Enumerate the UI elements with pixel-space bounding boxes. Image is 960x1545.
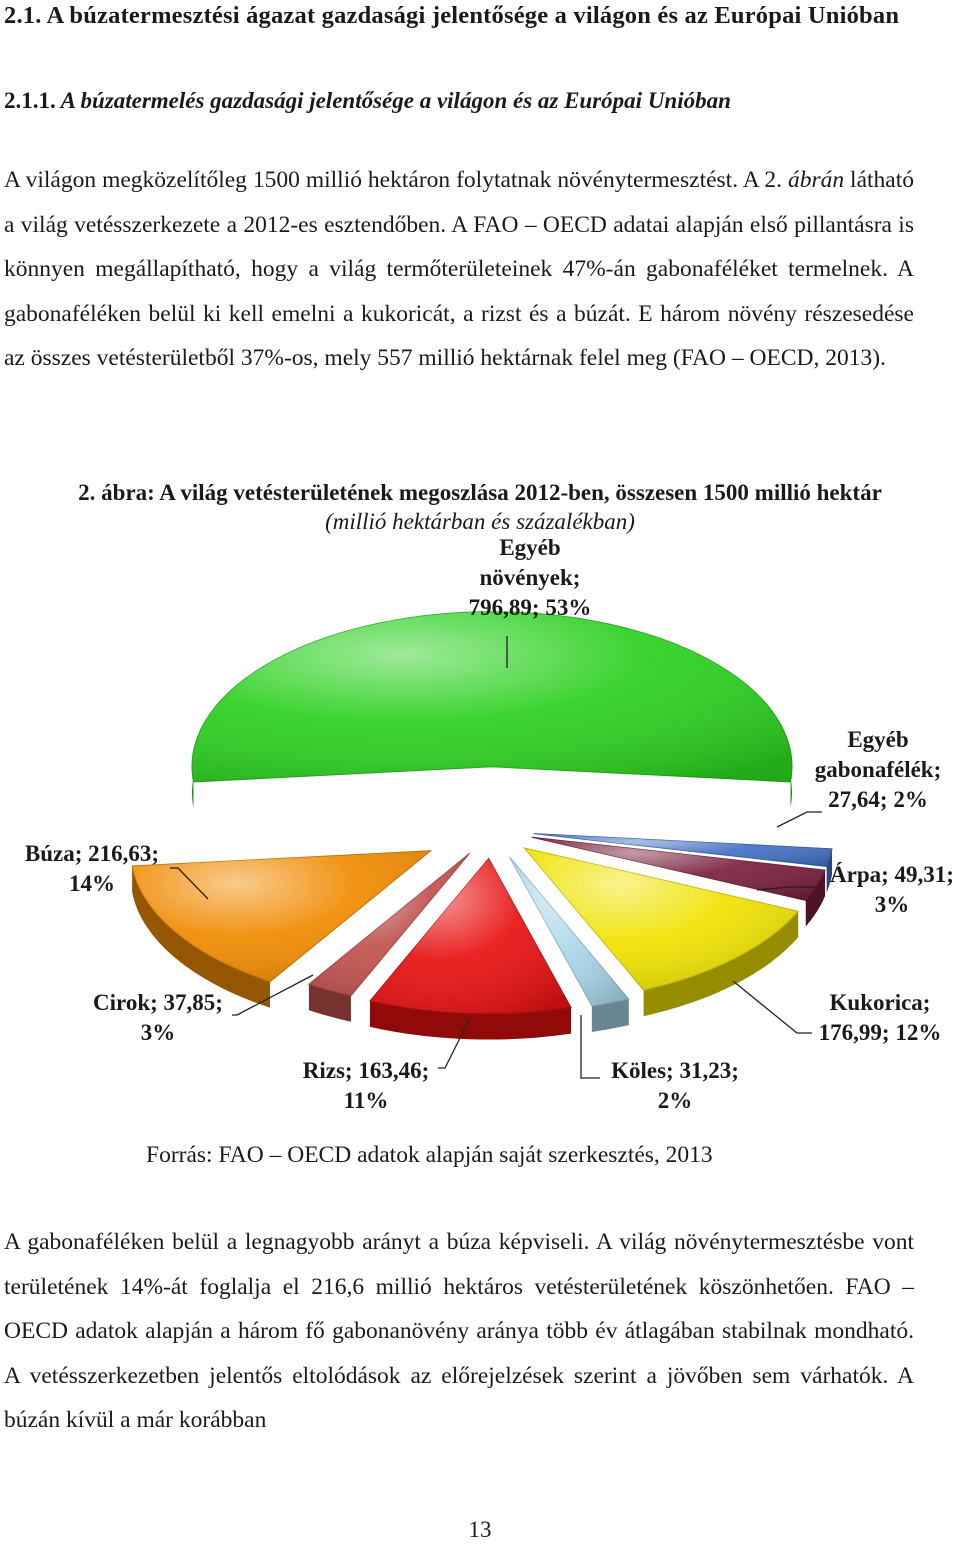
intro-paragraph-part1: A világon megközelítőleg 1500 millió hektáron folytatnak növénytermesztést. A 2. [4,167,788,193]
slice-label-line: Egyéb [499,535,561,560]
slice-label-line: 176,99; 12% [818,1020,942,1045]
slice-label-line: Árpa; 49,31; [830,862,954,887]
slice-label-line: Rizs; 163,46; [302,1058,430,1083]
body-paragraph: A gabonaféléken belül a legnagyobb arányt a búza képviseli. A világ növénytermesztésbe vont területének 14%-át foglalja el 216,6 millió hektáros vetésterületének köszönhetően. FAO – OECD adatok alapján a három fő gabonanövény aránya több év átlagában stabilnak mondható. A vetésszerkezetben jelentős eltolódások az előrejelzések szerint a jövőben sem várhatók. A búzán kívül a már korábban [4,1229,914,1433]
slice-label-line: 3% [140,1020,176,1045]
slice-label-line: gabonafélék; [814,757,942,782]
slice-label-line: 3% [874,892,910,917]
leader-line-4 [733,981,812,1033]
subsection-number: 2.1.1. [4,88,56,113]
slice-label-2 [815,727,942,812]
slice-label-3 [830,862,954,917]
slice-label-line: 14% [69,871,115,896]
slice-label-line: Kukorica; [829,990,931,1015]
pie-chart [0,530,960,1130]
slice-label-line: 796,89; 53% [468,595,592,620]
figure-title: 2. ábra: A világ vetésterületének megoszlása 2012-ben, összesen 1500 millió hektár [78,480,882,505]
pie-slice-gloss-1 [192,612,792,782]
pie-slice-1 [192,612,792,808]
slice-label-line: Cirok; 37,85; [93,990,223,1015]
figure-subtitle: (millió hektárban és százalékban) [325,509,635,534]
slice-label-7 [93,990,223,1045]
intro-paragraph-part2: látható a világ vetésszerkezete a 2012-es esztendőben. A FAO – OECD adatai alapján első pillantásra is könnyen megállapítható, hogy a világ termőterületeinek 47%-án gabonaféléket termelnek. A gabonaféléken belül ki kell emelni a kukoricát, a rizst és a búzát. E három növény részesedése az összes vetésterületből 37%-os, mely 557 millió hektárnak felel meg (FAO – OECD, 2013). [4,167,914,371]
intro-paragraph-emphasis: ábrán [787,167,845,193]
page-number: 13 [468,1517,492,1542]
subsection-title: A búzatermelés gazdasági jelentősége a világon és az Európai Unióban [60,88,731,113]
pie-slice-gloss-8 [132,851,431,982]
slice-label-4 [819,990,942,1045]
slice-label-line: 11% [343,1088,389,1113]
slice-label-line: növények; [479,565,581,590]
subsection-heading [4,86,731,116]
slice-label-line: Köles; 31,23; [611,1058,739,1083]
intro-paragraph [4,158,914,381]
slice-label-line: 27,64; 2% [828,787,928,812]
slice-label-line: Búza; 216,63; [24,841,160,866]
figure-source: Forrás: FAO – OECD adatok alapján saját szerkesztés, 2013 [146,1142,713,1168]
slice-label-line: 2% [657,1088,693,1113]
section-heading: 2.1. A búzatermesztési ágazat gazdasági jelentősége a világon és az Európai Unióban [4,2,900,29]
pie-slice-6 [370,859,571,1040]
slice-label-line: Egyéb [847,727,909,752]
leader-line-2 [777,812,822,827]
slice-label-5 [611,1058,739,1113]
slice-label-6 [303,1058,429,1113]
slice-label-1 [469,535,592,620]
